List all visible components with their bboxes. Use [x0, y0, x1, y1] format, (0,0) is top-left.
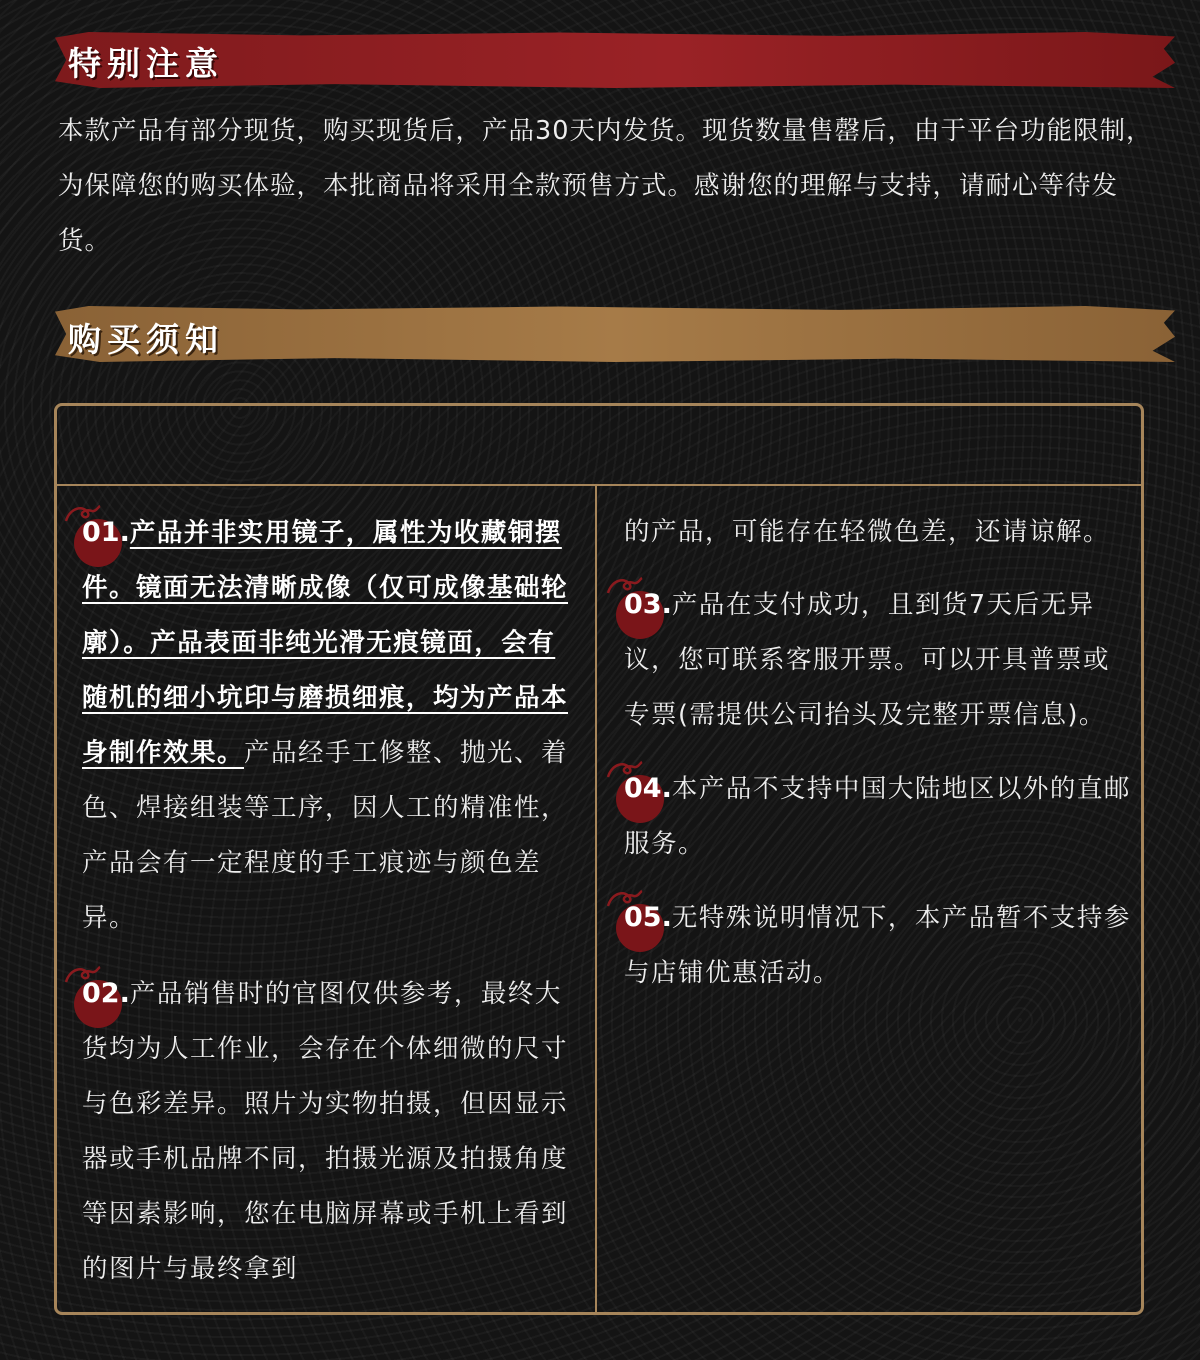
note-text: 无特殊说明情况下，本产品暂不支持参与店铺优惠活动。: [624, 903, 1131, 988]
note-number: 01.: [82, 517, 130, 548]
note-item-05: [624, 890, 1136, 1001]
note-emphasis: 产品并非实用镜子，属性为收藏铜摆件。镜面无法清晰成像（仅可成像基础轮廓）。产品表面非纯光滑无痕镜面，会有随机的细小坑印与磨损细痕，均为产品本身制作效果。: [82, 518, 569, 768]
purchase-title: 购买须知: [68, 320, 224, 359]
frame-column-divider: [595, 486, 597, 1312]
note-text: 产品经手工修整、抛光、着色、焊接组装等工序，因人工的精准性，产品会有一定程度的手工痕迹与颜色差异。: [82, 738, 569, 933]
notes-right-column: [624, 505, 1136, 1001]
note-item-02: [82, 966, 582, 1297]
note-item-01: [82, 505, 582, 946]
notice-title: 特别注意: [68, 44, 224, 83]
note-text: 产品在支付成功，且到货7天后无异议，您可联系客服开票。可以开具普票或专票(需提供公司抬头及完整开票信息)。: [624, 590, 1111, 730]
note-text: 本产品不支持中国大陆地区以外的直邮服务。: [624, 774, 1131, 859]
note-text: 产品销售时的官图仅供参考，最终大货均为人工作业，会存在个体细微的尺寸与色彩差异。照片为实物拍摄，但因显示器或手机品牌不同，拍摄光源及拍摄角度等因素影响，您在电脑屏幕或手机上看到的图片与最终拿到: [82, 979, 569, 1284]
notice-text: 本款产品有部分现货，购买现货后，产品30天内发货。现货数量售罄后，由于平台功能限制，为保障您的购买体验，本批商品将采用全款预售方式。感谢您的理解与支持，请耐心等待发货。: [58, 116, 1153, 256]
note-number: 03.: [624, 589, 672, 620]
note-item-04: [624, 761, 1136, 872]
note-item-02-continued: 的产品，可能存在轻微色差，还请谅解。: [624, 517, 1111, 547]
note-number: 04.: [624, 773, 672, 804]
note-number: 02.: [82, 978, 130, 1009]
frame-header-divider: [57, 484, 1141, 486]
note-item-03: [624, 577, 1136, 743]
note-number: 05.: [624, 902, 672, 933]
notes-left-column: [82, 505, 582, 1297]
